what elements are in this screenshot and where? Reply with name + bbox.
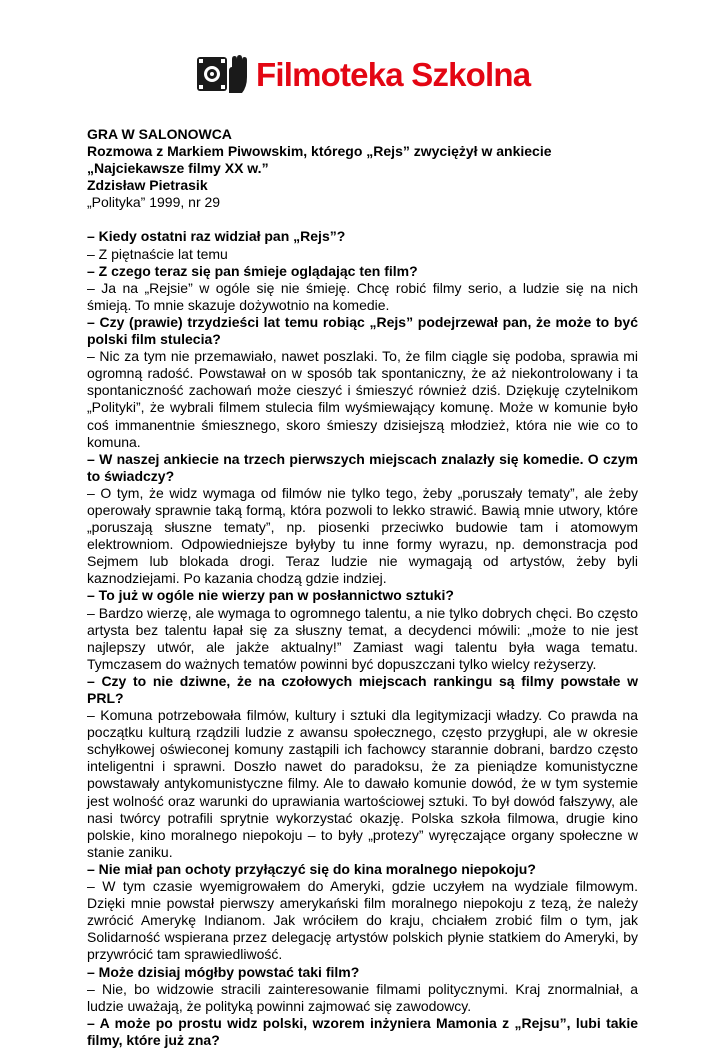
filmoteka-logo [196,52,530,96]
answer: – Bardzo wierzę, ale wymaga to ogromnego talentu, a nie tylko dobrych chęci. Bo często artysta bez talentu łapał się za słuszny temat, a decydenci mówili: „może to nie jest najlepszy utwór, ale jakże aktualny!” Zamiast wagi talentu była waga tematu. Tymczasem do ważnych tematów powinni być dopuszczani tylko wielcy reżyserzy. [87,604,638,672]
question: – Z czego teraz się pan śmieje oglądając ten film? [87,262,418,279]
section-title: GRA W SALONOWCA [87,126,232,142]
article-body [87,126,638,1049]
question: – Czy to nie dziwne, że na czołowych miejscach rankingu są filmy powstałe w PRL? [87,672,638,706]
article-author: Zdzisław Pietrasik [87,177,208,194]
logo-text: Filmoteka Szkolna [256,55,531,93]
question: – W naszej ankiecie na trzech pierwszych miejscach znalazły się komedie. O czym to świadczy? [87,450,638,484]
answer: – Nie, bo widzowie stracili zainteresowanie filmami politycznymi. Kraj znormalniał, a ludzie uważają, że polityką powinni zajmować się zawodowcy. [87,980,638,1014]
article-source: „Polityka” 1999, nr 29 [87,194,221,211]
article-subtitle: Rozmowa z Markiem Piwowskim, którego „Rejs” zwyciężył w ankiecie „Najciekawsze filmy XX w.” [87,143,552,177]
answer: – W tym czasie wyemigrowałem do Ameryki, gdzie uczyłem na wydziale filmowym. Dzięki mnie powstał pierwszy amerykański film moralnego niepokoju z tezą, że należy zwrócić Amerykę Indianom. Jak wróciłem do kraju, chciałem zrobić film o tym, jak Solidarność wspierana przez delegację artystów polskich płynie statkiem do Ameryki, by przywrócić tam sprawiedliwość. [87,878,638,963]
answer: – Ja na „Rejsie” w ogóle się nie śmieję. Chcę robić filmy serio, a ludzie się na nich śmieją. To mnie skazuje dożywotnio na komedie. [87,279,638,313]
answer: – Z piętnaście lat temu [87,245,228,262]
question: – Nie miał pan ochoty przyłączyć się do kina moralnego niepokoju? [87,860,536,877]
header-spacer [87,211,638,228]
question: – A może po prostu widz polski, wzorem inżyniera Mamonia z „Rejsu”, lubi takie filmy, które już zna? [87,1014,638,1048]
question: – Może dzisiaj mógłby powstać taki film? [87,963,360,980]
answer: – Nic za tym nie przemawiało, nawet poszlaki. To, że film ciągle się podoba, sprawia mi ogromną radość. Powstawał on w sposób tak spontaniczny, że aż niekontrolowany i ta spontaniczność zachowań może cieszyć i śmieszyć również dziś. Dziękuję czytelnikom „Polityki”, że wybrali filmem stulecia film wyśmiewający komunę. Może w komunie było coś immanentnie śmiesznego, skoro śmieszy dzisiejszą młodzież, która nie wie co to komuna. [87,348,638,450]
answer: – O tym, że widz wymaga od filmów nie tylko tego, żeby „poruszały tematy”, ale żeby operowały sprawnie taką formą, która pozwoli to lekko strawić. Bawią mnie utwory, które „poruszają słuszne tematy”, np. piosenki przeciwko budowie tam i atomowym elektrowniom. Odpowiedniejsze byłyby tu inne formy wyrazu, np. demonstracja pod Sejmem lub blokada drogi. Teraz ludzie nie wymagają od artystów, żeby byli kaznodziejami. Po kazania chodzą gdzie indziej. [87,484,638,587]
question: – Czy (prawie) trzydzieści lat temu robiąc „Rejs” podejrzewał pan, że może to być polski film stulecia? [87,313,638,348]
question: – To już w ogóle nie wierzy pan w posłannictwo sztuki? [87,587,454,604]
question: – Kiedy ostatni raz widział pan „Rejs”? [87,228,346,245]
film-camera-hand-icon [196,53,252,95]
answer: – Komuna potrzebowała filmów, kultury i sztuki dla legitymizacji władzy. Co prawda na początku kulturą rządzili ludzie z awansu społecznego, często przygłupi, ale w okresie schyłkowej oświeconej komuny zastąpili ich fachowcy starannie dobrani, bardzo często inteligentni i sprawni. Doszło nawet do paradoksu, że za pieniądze komunistyczne powstawały antykomunistyczne filmy. Ale to dawało komunie dowód, że w tym systemie jest wolność oraz warunki do uprawiania wartościowej sztuki. To był dowód fałszywy, ale nasi twórcy potrafili sprytnie wykorzystać okazję. Polska szkoła filmowa, drugie kino polskie, kino moralnego niepokoju – to były „protezy” wyręczające organy społeczne w stanie zaniku. [87,707,638,860]
